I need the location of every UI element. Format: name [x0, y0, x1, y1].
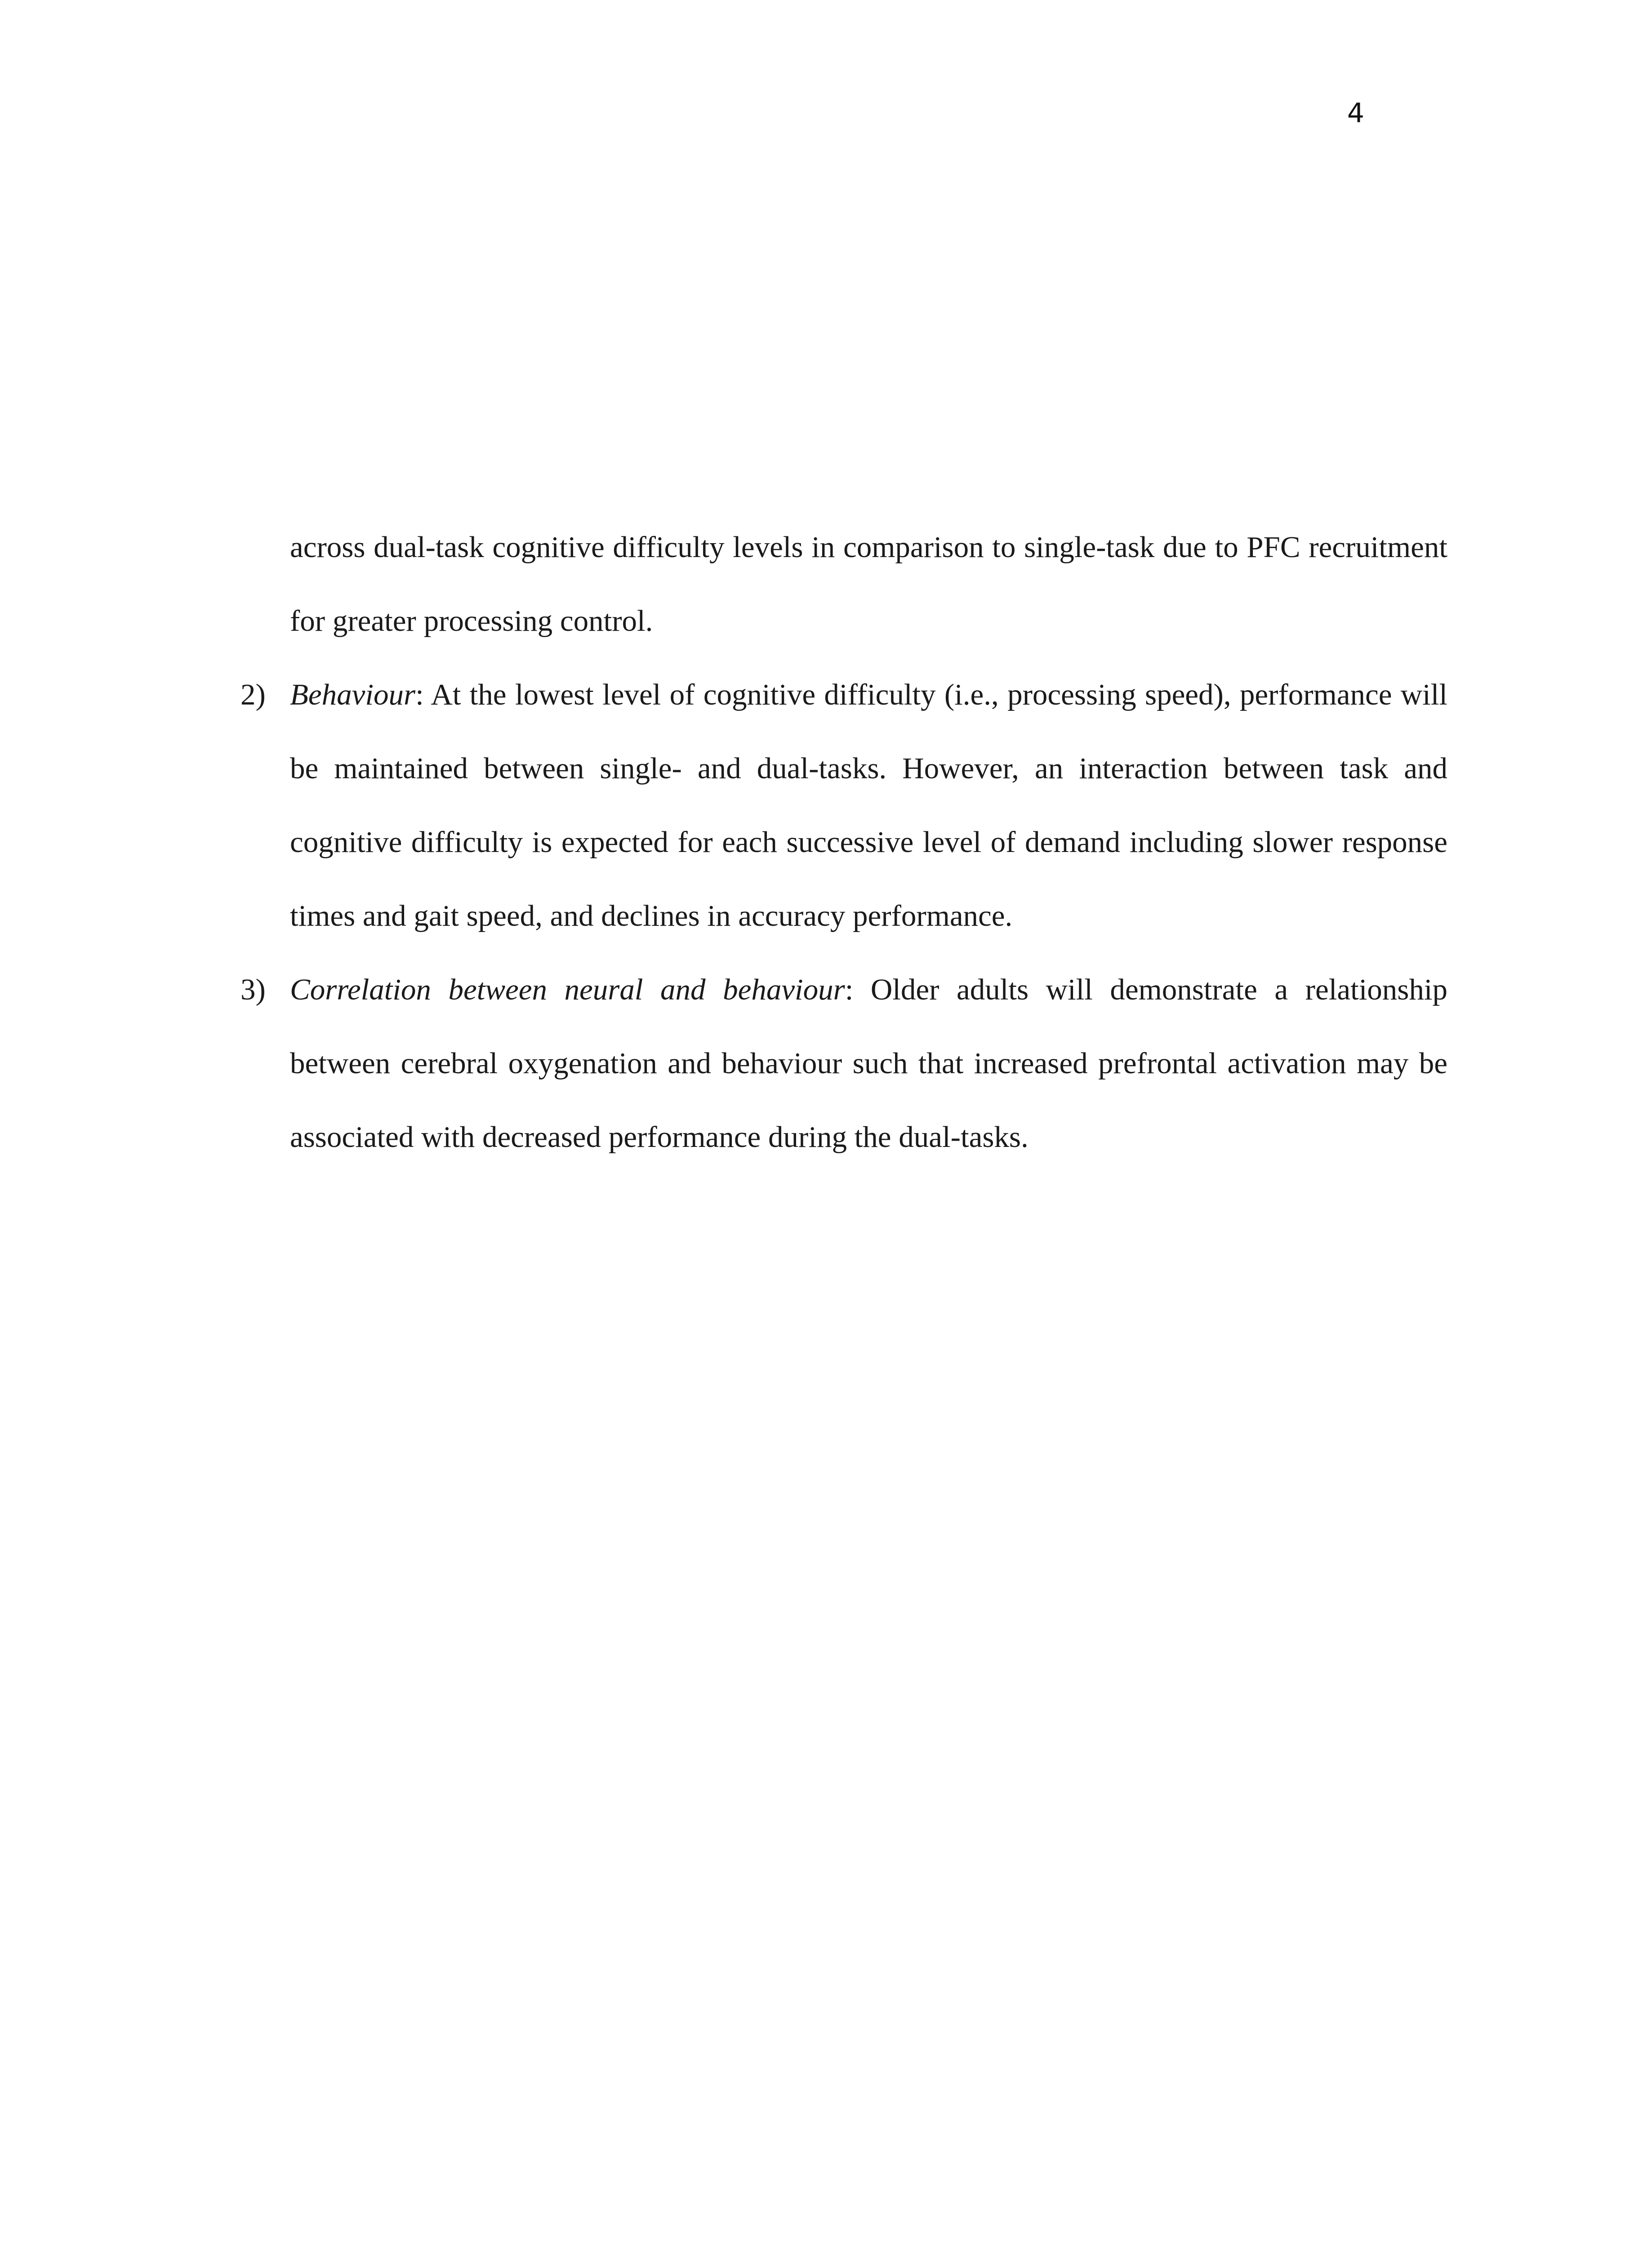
list-item-text: : At the lowest level of cognitive difficulty (i.e., processing speed), performance will be maintained between single- and dual-tasks. However, an interaction between task and cognitive difficulty is expected for each successive level of demand including slower response times and gait speed, and declines in accuracy performance.	[290, 678, 1447, 932]
page-number: 4	[1347, 98, 1364, 129]
continuation-paragraph: across dual-task cognitive difficulty levels in comparison to single-task due to PFC recruitment for greater processing control.	[290, 531, 1447, 638]
list-item	[240, 953, 1447, 1174]
list-marker: 2)	[240, 678, 266, 711]
list-item	[240, 658, 1447, 953]
list-item-title: Behaviour	[290, 678, 416, 711]
list-item-text: : Older adults will demonstrate a relationship between cerebral oxygenation and behaviour such that increased prefrontal activation may be associated with decreased performance during the dual-tasks.	[290, 973, 1447, 1154]
body-text	[240, 510, 1447, 1174]
list-marker: 3)	[240, 973, 266, 1006]
list-item-title: Correlation between neural and behaviour	[290, 973, 845, 1006]
